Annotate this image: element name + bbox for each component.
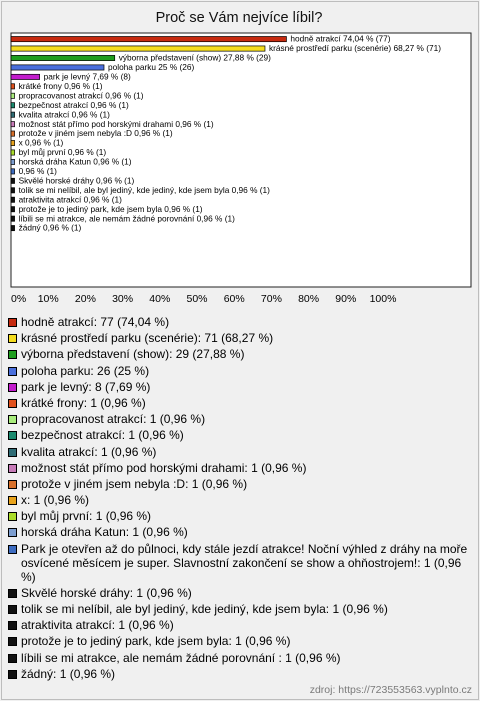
bar-chart: [0, 0, 480, 312]
legend-label: tolik se mi nelíbil, ale byl jediný, kde jediný, kde jsem byla: 1 (0,96 %): [21, 602, 388, 616]
bar-label-4: park je levný 7,69 % (8): [43, 71, 131, 82]
legend-item: [8, 602, 474, 616]
bar-11: [11, 140, 15, 145]
bar-13: [11, 159, 15, 164]
bar-label-15: Skvělé horské dráhy 0,96 % (1): [18, 175, 135, 186]
bar-19: [11, 216, 15, 221]
legend-item: [8, 542, 474, 584]
legend-swatch: [8, 350, 17, 359]
legend-label: poloha parku: 26 (25 %): [21, 363, 150, 378]
legend-swatch: [8, 431, 17, 440]
x-tick-label: 20%: [74, 293, 96, 305]
bar-label-7: bezpečnost atrakcí 0,96 % (1): [18, 99, 129, 110]
legend-swatch: [8, 512, 17, 521]
bar-17: [11, 197, 15, 202]
bar-label-6: propracovanost atrakcí 0,96 % (1): [18, 90, 144, 101]
legend-label: krásné prostředí parku (scenérie): 71 (68,27 %): [21, 331, 274, 346]
legend-swatch: [8, 670, 17, 679]
legend-swatch: [8, 480, 17, 489]
bar-label-14: 0,96 % (1): [18, 166, 57, 176]
legend-item: [8, 493, 474, 507]
x-tick-label: 60%: [223, 293, 245, 305]
bar-label-17: atraktivita atrakcí 0,96 % (1): [18, 194, 122, 205]
bar-label-20: žádný 0,96 % (1): [18, 222, 82, 233]
bar-10: [11, 131, 15, 136]
legend-item: [8, 315, 474, 329]
legend-item: [8, 461, 474, 475]
legend-item: [8, 586, 474, 600]
legend-swatch: [8, 496, 17, 505]
bar-label-13: horská dráha Katun 0,96 % (1): [18, 156, 132, 167]
legend-label: atraktivita atrakcí: 1 (0,96 %): [21, 618, 174, 633]
legend-label: žádný: 1 (0,96 %): [21, 666, 116, 681]
bar-9: [11, 122, 15, 127]
legend-item: [8, 380, 474, 394]
legend-item: [8, 428, 474, 442]
legend-item: [8, 509, 474, 523]
legend-swatch: [8, 545, 17, 554]
bar-8: [11, 112, 15, 117]
legend-label: horská dráha Katun: 1 (0,96 %): [21, 525, 188, 540]
legend-swatch: [8, 605, 17, 614]
legend-swatch: [8, 528, 17, 537]
x-tick-label: 70%: [260, 293, 282, 305]
bar-3: [11, 65, 104, 70]
bar-2: [11, 55, 115, 60]
legend-item: [8, 667, 474, 681]
chart-legend: [8, 315, 474, 683]
legend-item: [8, 347, 474, 361]
legend-label: krátké frony: 1 (0,96 %): [21, 395, 146, 410]
bar-20: [11, 226, 15, 231]
legend-label: protože je to jediný park, kde jsem byla: 1 (0,96 %): [21, 634, 291, 649]
legend-swatch: [8, 399, 17, 408]
legend-label: Skvělé horské dráhy: 1 (0,96 %): [21, 585, 192, 600]
legend-label: výborna představení (show): 29 (27,88 %): [21, 347, 245, 362]
x-tick-label: 50%: [186, 293, 208, 305]
bar-7: [11, 103, 15, 108]
bar-6: [11, 93, 15, 98]
bar-16: [11, 188, 15, 193]
bar-label-1: krásné prostředí parku (scenérie) 68,27 % (71): [268, 43, 441, 54]
bar-12: [11, 150, 15, 155]
legend-swatch: [8, 448, 17, 457]
bar-1: [11, 46, 265, 51]
legend-item: [8, 445, 474, 459]
bar-15: [11, 178, 15, 183]
bar-label-11: x 0,96 % (1): [18, 137, 64, 148]
source-credit: zdroj: https://723553563.vyplnto.cz: [309, 684, 472, 696]
legend-label: kvalita atrakcí: 1 (0,96 %): [21, 444, 157, 459]
bar-label-3: poloha parku 25 % (26): [108, 62, 195, 73]
x-tick-label: 10%: [37, 293, 59, 305]
chart-title: Proč se Vám nejvíce líbil?: [155, 10, 323, 26]
bar-label-2: výborna představení (show) 27,88 % (29): [118, 52, 271, 63]
bar-14: [11, 169, 15, 174]
bar-0: [11, 37, 286, 42]
legend-label: x: 1 (0,96 %): [21, 493, 90, 508]
legend-swatch: [8, 589, 17, 598]
legend-label: byl můj první: 1 (0,96 %): [21, 509, 152, 524]
legend-label: líbili se mi atrakce, ale nemám žádné porovnání : 1 (0,96 %): [21, 650, 341, 665]
legend-item: [8, 331, 474, 345]
bar-label-16: tolik se mi nelíbil, ale byl jediný, kde jediný, kde jsem byla 0,96 % (1): [18, 184, 270, 195]
legend-swatch: [8, 637, 17, 646]
bar-18: [11, 207, 15, 212]
x-tick-label: 40%: [149, 293, 171, 305]
legend-item: [8, 412, 474, 426]
legend-swatch: [8, 415, 17, 424]
legend-swatch: [8, 464, 17, 473]
x-tick-label: 0%: [11, 293, 27, 305]
bar-label-5: krátké frony 0,96 % (1): [18, 80, 103, 91]
legend-swatch: [8, 621, 17, 630]
bar-label-0: hodně atrakcí 74,04 % (77): [290, 33, 391, 44]
bar-label-10: protože v jiném jsem nebyla :D 0,96 % (1): [18, 128, 173, 139]
legend-swatch: [8, 367, 17, 376]
bar-label-9: možnost stát přímo pod horskými drahami 0,96 % (1): [18, 118, 214, 129]
bar-label-19: líbili se mi atrakce, ale nemám žádné porovnání 0,96 % (1): [18, 213, 235, 224]
legend-label: protože v jiném jsem nebyla :D: 1 (0,96 %): [21, 476, 248, 491]
legend-swatch: [8, 383, 17, 392]
x-tick-label: 100%: [369, 293, 397, 305]
bar-4: [11, 74, 40, 79]
legend-label: propracovanost atrakcí: 1 (0,96 %): [21, 412, 206, 427]
x-tick-label: 30%: [112, 293, 134, 305]
legend-item: [8, 396, 474, 410]
legend-swatch: [8, 318, 17, 327]
legend-item: [8, 651, 474, 665]
legend-item: [8, 618, 474, 632]
legend-swatch: [8, 654, 17, 663]
legend-label: park je levný: 8 (7,69 %): [21, 379, 151, 394]
bar-label-18: protože je to jediný park, kde jsem byla 0,96 % (1): [18, 203, 203, 214]
legend-swatch: [8, 334, 17, 343]
legend-label: hodně atrakcí: 77 (74,04 %): [21, 315, 170, 329]
legend-item: [8, 525, 474, 539]
x-tick-label: 90%: [335, 293, 357, 305]
legend-label: Park je otevřen až do půlnoci, kdy stále jezdí atrakce! Noční výhled z dráhy na moře osvícené měsícem je super. Slavnostní zakončení se show a ohňostrojem!: 1 (0,96 %): [21, 541, 468, 584]
legend-item: [8, 634, 474, 648]
legend-item: [8, 364, 474, 378]
legend-label: bezpečnost atrakcí: 1 (0,96 %): [21, 428, 184, 443]
x-tick-label: 80%: [298, 293, 320, 305]
legend-item: [8, 477, 474, 491]
legend-label: možnost stát přímo pod horskými drahami: 1 (0,96 %): [21, 460, 307, 475]
bar-label-8: kvalita atrakcí 0,96 % (1): [18, 109, 110, 120]
bar-5: [11, 84, 15, 89]
bar-label-12: byl můj první 0,96 % (1): [18, 147, 107, 158]
